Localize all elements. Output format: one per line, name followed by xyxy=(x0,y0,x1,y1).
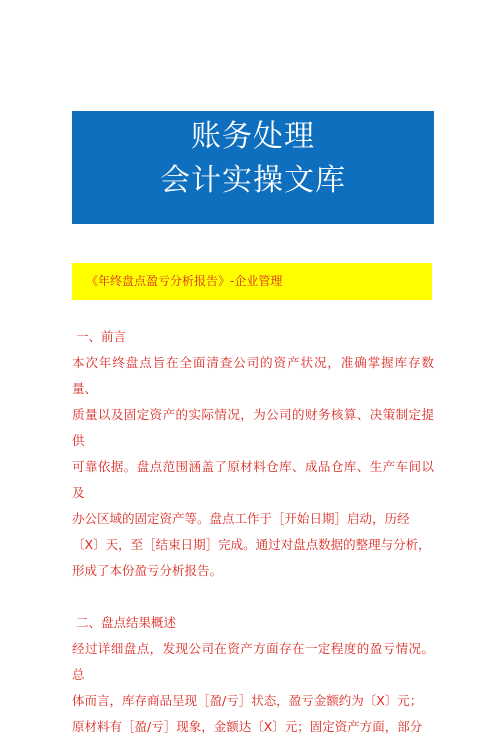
document-body xyxy=(72,324,434,740)
body-line: 经过详细盘点，发现公司在资产方面存在一定程度的盈亏情况。总 xyxy=(72,641,434,682)
body-line: 形成了本份盈亏分析报告。 xyxy=(72,563,223,578)
section-body-preface xyxy=(72,350,434,584)
body-line: 〔X〕天，至［结束日期］完成。通过对盘点数据的整理与分析， xyxy=(72,537,431,552)
banner-title-line-2: 会计实操文库 xyxy=(160,163,346,198)
section-heading-summary: 二、盘点结果概述 xyxy=(76,615,177,630)
body-line: 办公区域的固定资产等。盘点工作于［开始日期］启动，历经 xyxy=(72,511,410,526)
section-spacer xyxy=(72,584,434,610)
body-line: 本次年终盘点旨在全面清查公司的资产状况，准确掌握库存数量、 xyxy=(72,355,434,396)
title-banner xyxy=(72,111,434,224)
banner-title-line-1: 账务处理 xyxy=(191,119,315,154)
body-line: 可靠依据。盘点范围涵盖了原材料仓库、成品仓库、生产车间以及 xyxy=(72,459,434,500)
body-line: 原材料有［盈/亏］现象，金额达〔X〕元；固定资产方面，部分 xyxy=(72,719,423,734)
document-subtitle: 《年终盘点盈亏分析报告》-企业管理 xyxy=(72,263,432,300)
section-body-summary xyxy=(72,636,434,740)
section-heading-preface: 一、前言 xyxy=(76,329,127,344)
body-line: 体而言，库存商品呈现［盈/亏］状态，盈亏金额约为〔X〕元； xyxy=(72,693,423,708)
body-line: 质量以及固定资产的实际情况，为公司的财务核算、决策制定提供 xyxy=(72,407,434,448)
